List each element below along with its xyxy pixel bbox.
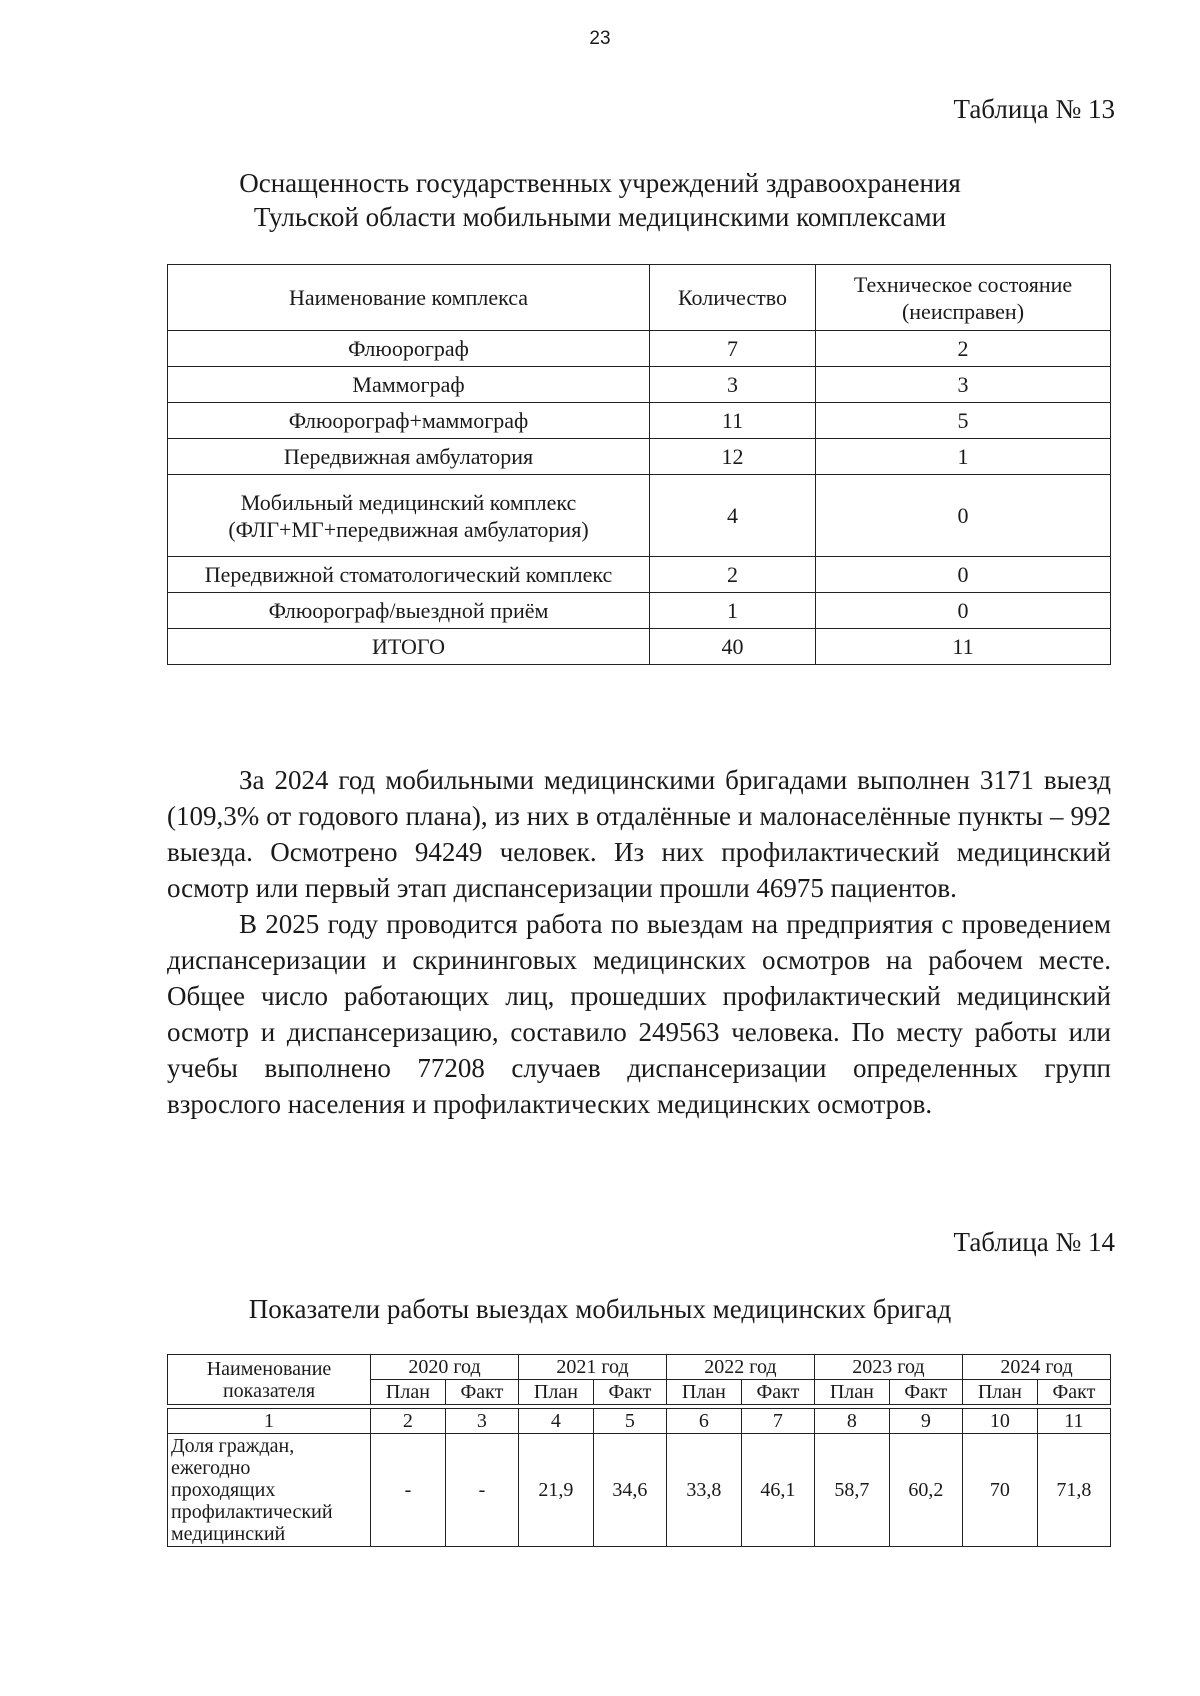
header-count: Количество	[650, 265, 816, 331]
value-2023-fact: 60,2	[889, 1434, 962, 1547]
cell-broken: 3	[816, 367, 1111, 403]
table-13-title-line-1: Оснащенность государственных учреждений здравоохранения	[239, 168, 961, 198]
paragraph-1: За 2024 год мобильными медицинскими бригадами выполнен 3171 выезд (109,3% от годового плана), из них в отдалённые и малонаселённые пункты – 992 выезда. Осмотрено 94249 человек. Из них профилактический медицинский осмотр или первый этап диспансеризации прошли 46975 пациентов.	[167, 765, 1111, 903]
body-text	[167, 762, 1111, 1122]
cell-count: 2	[650, 557, 816, 593]
col-number: 6	[666, 1409, 741, 1434]
col-number: 11	[1037, 1409, 1110, 1434]
table-row	[168, 557, 1111, 593]
value-2022-plan: 33,8	[666, 1434, 741, 1547]
cell-count: 12	[650, 439, 816, 475]
plan-header: План	[962, 1380, 1037, 1405]
value-2020-plan: -	[371, 1434, 446, 1547]
indicator-name-line-2: ежегодно	[171, 1457, 251, 1479]
table-13-title	[0, 166, 1200, 234]
cell-name-line-2: (ФЛГ+МГ+передвижная амбулатория)	[228, 516, 589, 542]
col-number: 8	[814, 1409, 889, 1434]
value-2024-plan: 70	[962, 1434, 1037, 1547]
equipment-table	[167, 264, 1111, 665]
cell-name-line-1: Мобильный медицинский комплекс	[240, 489, 577, 515]
plan-header: План	[371, 1380, 446, 1405]
table-13-title-line-2: Тульской области мобильными медицинскими комплексами	[253, 202, 947, 232]
indicator-name	[168, 1434, 371, 1547]
col-number: 3	[445, 1409, 518, 1434]
indicator-name-line-1: Доля граждан,	[171, 1435, 295, 1457]
value-2020-fact: -	[445, 1434, 518, 1547]
cell-name: Флюорограф/выездной приём	[168, 593, 650, 629]
col-number: 10	[962, 1409, 1037, 1434]
header-state	[816, 265, 1111, 331]
table-row	[168, 475, 1111, 557]
value-2021-plan: 21,9	[518, 1434, 593, 1547]
value-2023-plan: 58,7	[814, 1434, 889, 1547]
col-number: 1	[168, 1409, 371, 1434]
paragraph-2: В 2025 году проводится работа по выездам на предприятия с проведением диспансеризации и скрининговых медицинских осмотров на рабочем месте. Общее число работающих лиц, прошедших профилактический медицинский осмотр и диспансеризацию, составило 249563 человека. По месту работы или учебы выполнено 77208 случаев диспансеризации определенных групп взрослого населения и профилактических медицинских осмотров.	[167, 909, 1111, 1119]
cell-broken: 0	[816, 557, 1111, 593]
year-2020-header: 2020 год	[371, 1355, 519, 1380]
col-number: 5	[593, 1409, 666, 1434]
column-number-row	[168, 1409, 1111, 1434]
cell-name: Флюорограф+маммограф	[168, 403, 650, 439]
cell-broken: 5	[816, 403, 1111, 439]
cell-name: Передвижной стоматологический комплекс	[168, 557, 650, 593]
year-header-row	[168, 1355, 1111, 1380]
plan-header: План	[666, 1380, 741, 1405]
cell-name: ИТОГО	[168, 629, 650, 665]
header-indicator-name	[168, 1355, 371, 1405]
fact-header: Факт	[445, 1380, 518, 1405]
indicator-name-line-4: профилактический	[171, 1501, 333, 1523]
indicator-name-line-5: медицинский	[171, 1523, 286, 1545]
indicators-table	[167, 1354, 1111, 1547]
table-row	[168, 439, 1111, 475]
cell-broken: 0	[816, 593, 1111, 629]
value-2024-fact: 71,8	[1037, 1434, 1110, 1547]
indicator-name-line-3: проходящих	[171, 1479, 276, 1501]
cell-broken: 0	[816, 475, 1111, 557]
col-number: 4	[518, 1409, 593, 1434]
cell-broken: 2	[816, 331, 1111, 367]
col-number: 2	[371, 1409, 446, 1434]
cell-count: 1	[650, 593, 816, 629]
table-row	[168, 1434, 1111, 1547]
table-14-title: Показатели работы выездах мобильных медицинских бригад	[248, 1294, 952, 1324]
cell-broken: 1	[816, 439, 1111, 475]
value-2021-fact: 34,6	[593, 1434, 666, 1547]
year-2021-header: 2021 год	[518, 1355, 666, 1380]
cell-name: Флюорограф	[168, 331, 650, 367]
year-2023-header: 2023 год	[814, 1355, 962, 1380]
value-2022-fact: 46,1	[741, 1434, 814, 1547]
table-row	[168, 403, 1111, 439]
table-total-row	[168, 629, 1111, 665]
page-number: 23	[589, 28, 611, 49]
fact-header: Факт	[1037, 1380, 1110, 1405]
table-13-label: Таблица № 13	[953, 94, 1115, 124]
cell-count: 11	[650, 403, 816, 439]
header-state-line-1: Техническое состояние	[853, 271, 1073, 297]
header-indicator-line-1: Наименование	[206, 1357, 332, 1380]
cell-count: 40	[650, 629, 816, 665]
table-row	[168, 331, 1111, 367]
plan-header: План	[814, 1380, 889, 1405]
cell-name: Маммограф	[168, 367, 650, 403]
cell-count: 3	[650, 367, 816, 403]
header-indicator-line-2: показателя	[222, 1379, 316, 1402]
plan-header: План	[518, 1380, 593, 1405]
table-header-row	[168, 265, 1111, 331]
table-14-label: Таблица № 14	[953, 1227, 1115, 1257]
cell-count: 7	[650, 331, 816, 367]
header-name: Наименование комплекса	[168, 265, 650, 331]
header-state-line-2: (неисправен)	[901, 298, 1025, 324]
table-row	[168, 593, 1111, 629]
table-row	[168, 367, 1111, 403]
col-number: 9	[889, 1409, 962, 1434]
cell-name	[168, 475, 650, 557]
cell-broken: 11	[816, 629, 1111, 665]
year-2024-header: 2024 год	[962, 1355, 1110, 1380]
fact-header: Факт	[889, 1380, 962, 1405]
cell-count: 4	[650, 475, 816, 557]
fact-header: Факт	[593, 1380, 666, 1405]
year-2022-header: 2022 год	[666, 1355, 814, 1380]
col-number: 7	[741, 1409, 814, 1434]
cell-name: Передвижная амбулатория	[168, 439, 650, 475]
fact-header: Факт	[741, 1380, 814, 1405]
